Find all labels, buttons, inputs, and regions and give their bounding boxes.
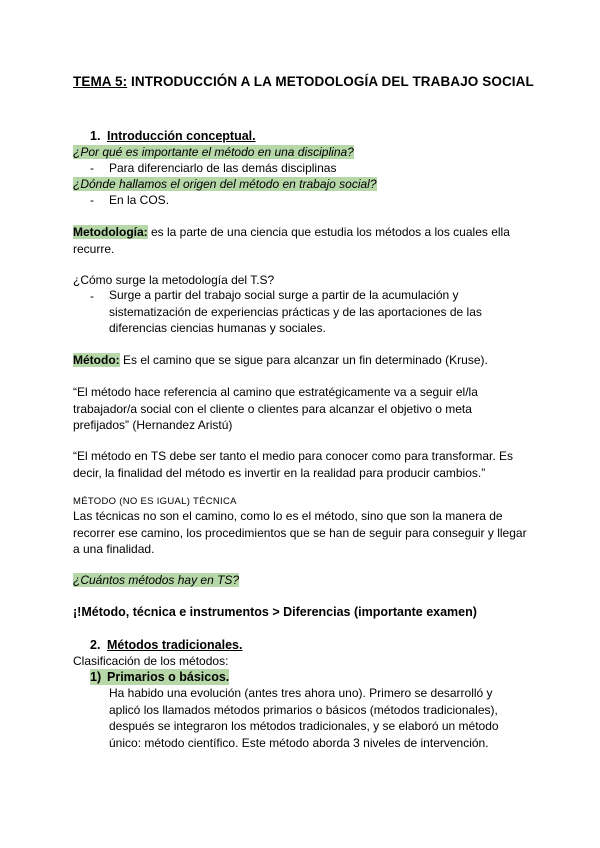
section2-number: 2. xyxy=(90,638,101,652)
question-2: ¿Dónde hallamos el origen del método en trabajo social? xyxy=(73,177,377,191)
metodo-definition: Método: Es el camino que se sigue para alcanzar un fin determinado (Kruse). xyxy=(73,353,488,367)
title-text: INTRODUCCIÓN A LA METODOLOGÍA DEL TRABAJO SOCIAL xyxy=(127,74,534,89)
dash-2: - xyxy=(90,193,94,207)
surge-answer: Surge a partir del trabajo social surge a partir de la acumulación y sistematización de experiencias prácticas y de las aportaciones de las diferencias ciencias humanas y sociales. xyxy=(109,288,482,335)
section1-heading xyxy=(90,128,256,144)
primarios-text: Ha habido una evolución (antes tres ahora uno). Primero se desarrolló y aplicó los llamados métodos primarios o básicos (métodos tradicionales), después se integraron los métodos tradicionales, y se elaboró un método único: método científico. Este método aborda 3 niveles de intervención. xyxy=(109,686,499,750)
section2-heading-text: Métodos tradicionales. xyxy=(107,638,243,652)
question-cuantos: ¿Cuántos métodos hay en TS? xyxy=(73,573,240,587)
metodologia-definition: Metodología: es la parte de una ciencia que estudia los métodos a los cuales ella recurre. xyxy=(73,225,510,256)
section1-number: 1. xyxy=(90,129,101,143)
quote-hernandez: “El método hace referencia al camino que estratégicamente va a seguir el/la trabajador/a social con el cliente o clientes para alcanzar el objetivo o meta prefijados” (Hernandez Aristú) xyxy=(73,385,478,432)
dash-3: - xyxy=(90,289,94,303)
dash-1: - xyxy=(90,161,94,175)
title-prefix: TEMA 5: xyxy=(73,74,128,89)
tecnica-text: Las técnicas no son el camino, como lo es el método, sino que son la manera de recorrer ese camino, los procedimientos que se han de seguir para conseguir y llegar a una finalidad. xyxy=(73,509,527,556)
question-1: ¿Por qué es importante el método en una disciplina? xyxy=(73,145,354,159)
page-title xyxy=(73,72,543,92)
metodo-term: Método: xyxy=(73,353,120,367)
answer-1: Para diferenciarlo de las demás disciplinas xyxy=(109,161,337,175)
answer-2: En la COS. xyxy=(109,193,170,207)
section1-heading-text: Introducción conceptual. xyxy=(107,129,256,143)
classification-label: Clasificación de los métodos: xyxy=(73,654,229,668)
subsection-primarios: 1) Primarios o básicos. xyxy=(90,670,230,684)
metodologia-term: Metodología: xyxy=(73,225,148,239)
important-note: ¡!Método, técnica e instrumentos > Diferencias (importante examen) xyxy=(73,605,477,619)
surge-question: ¿Cómo surge la metodología del T.S? xyxy=(73,273,275,287)
section2-heading xyxy=(90,637,242,653)
tecnica-heading: MÉTODO (NO ES IGUAL) TÉCNICA xyxy=(73,496,237,507)
quote-finalidad: “El método en TS debe ser tanto el medio para conocer como para transformar. Es decir, la finalidad del método es invertir en la realidad para producir cambios.” xyxy=(73,449,514,480)
